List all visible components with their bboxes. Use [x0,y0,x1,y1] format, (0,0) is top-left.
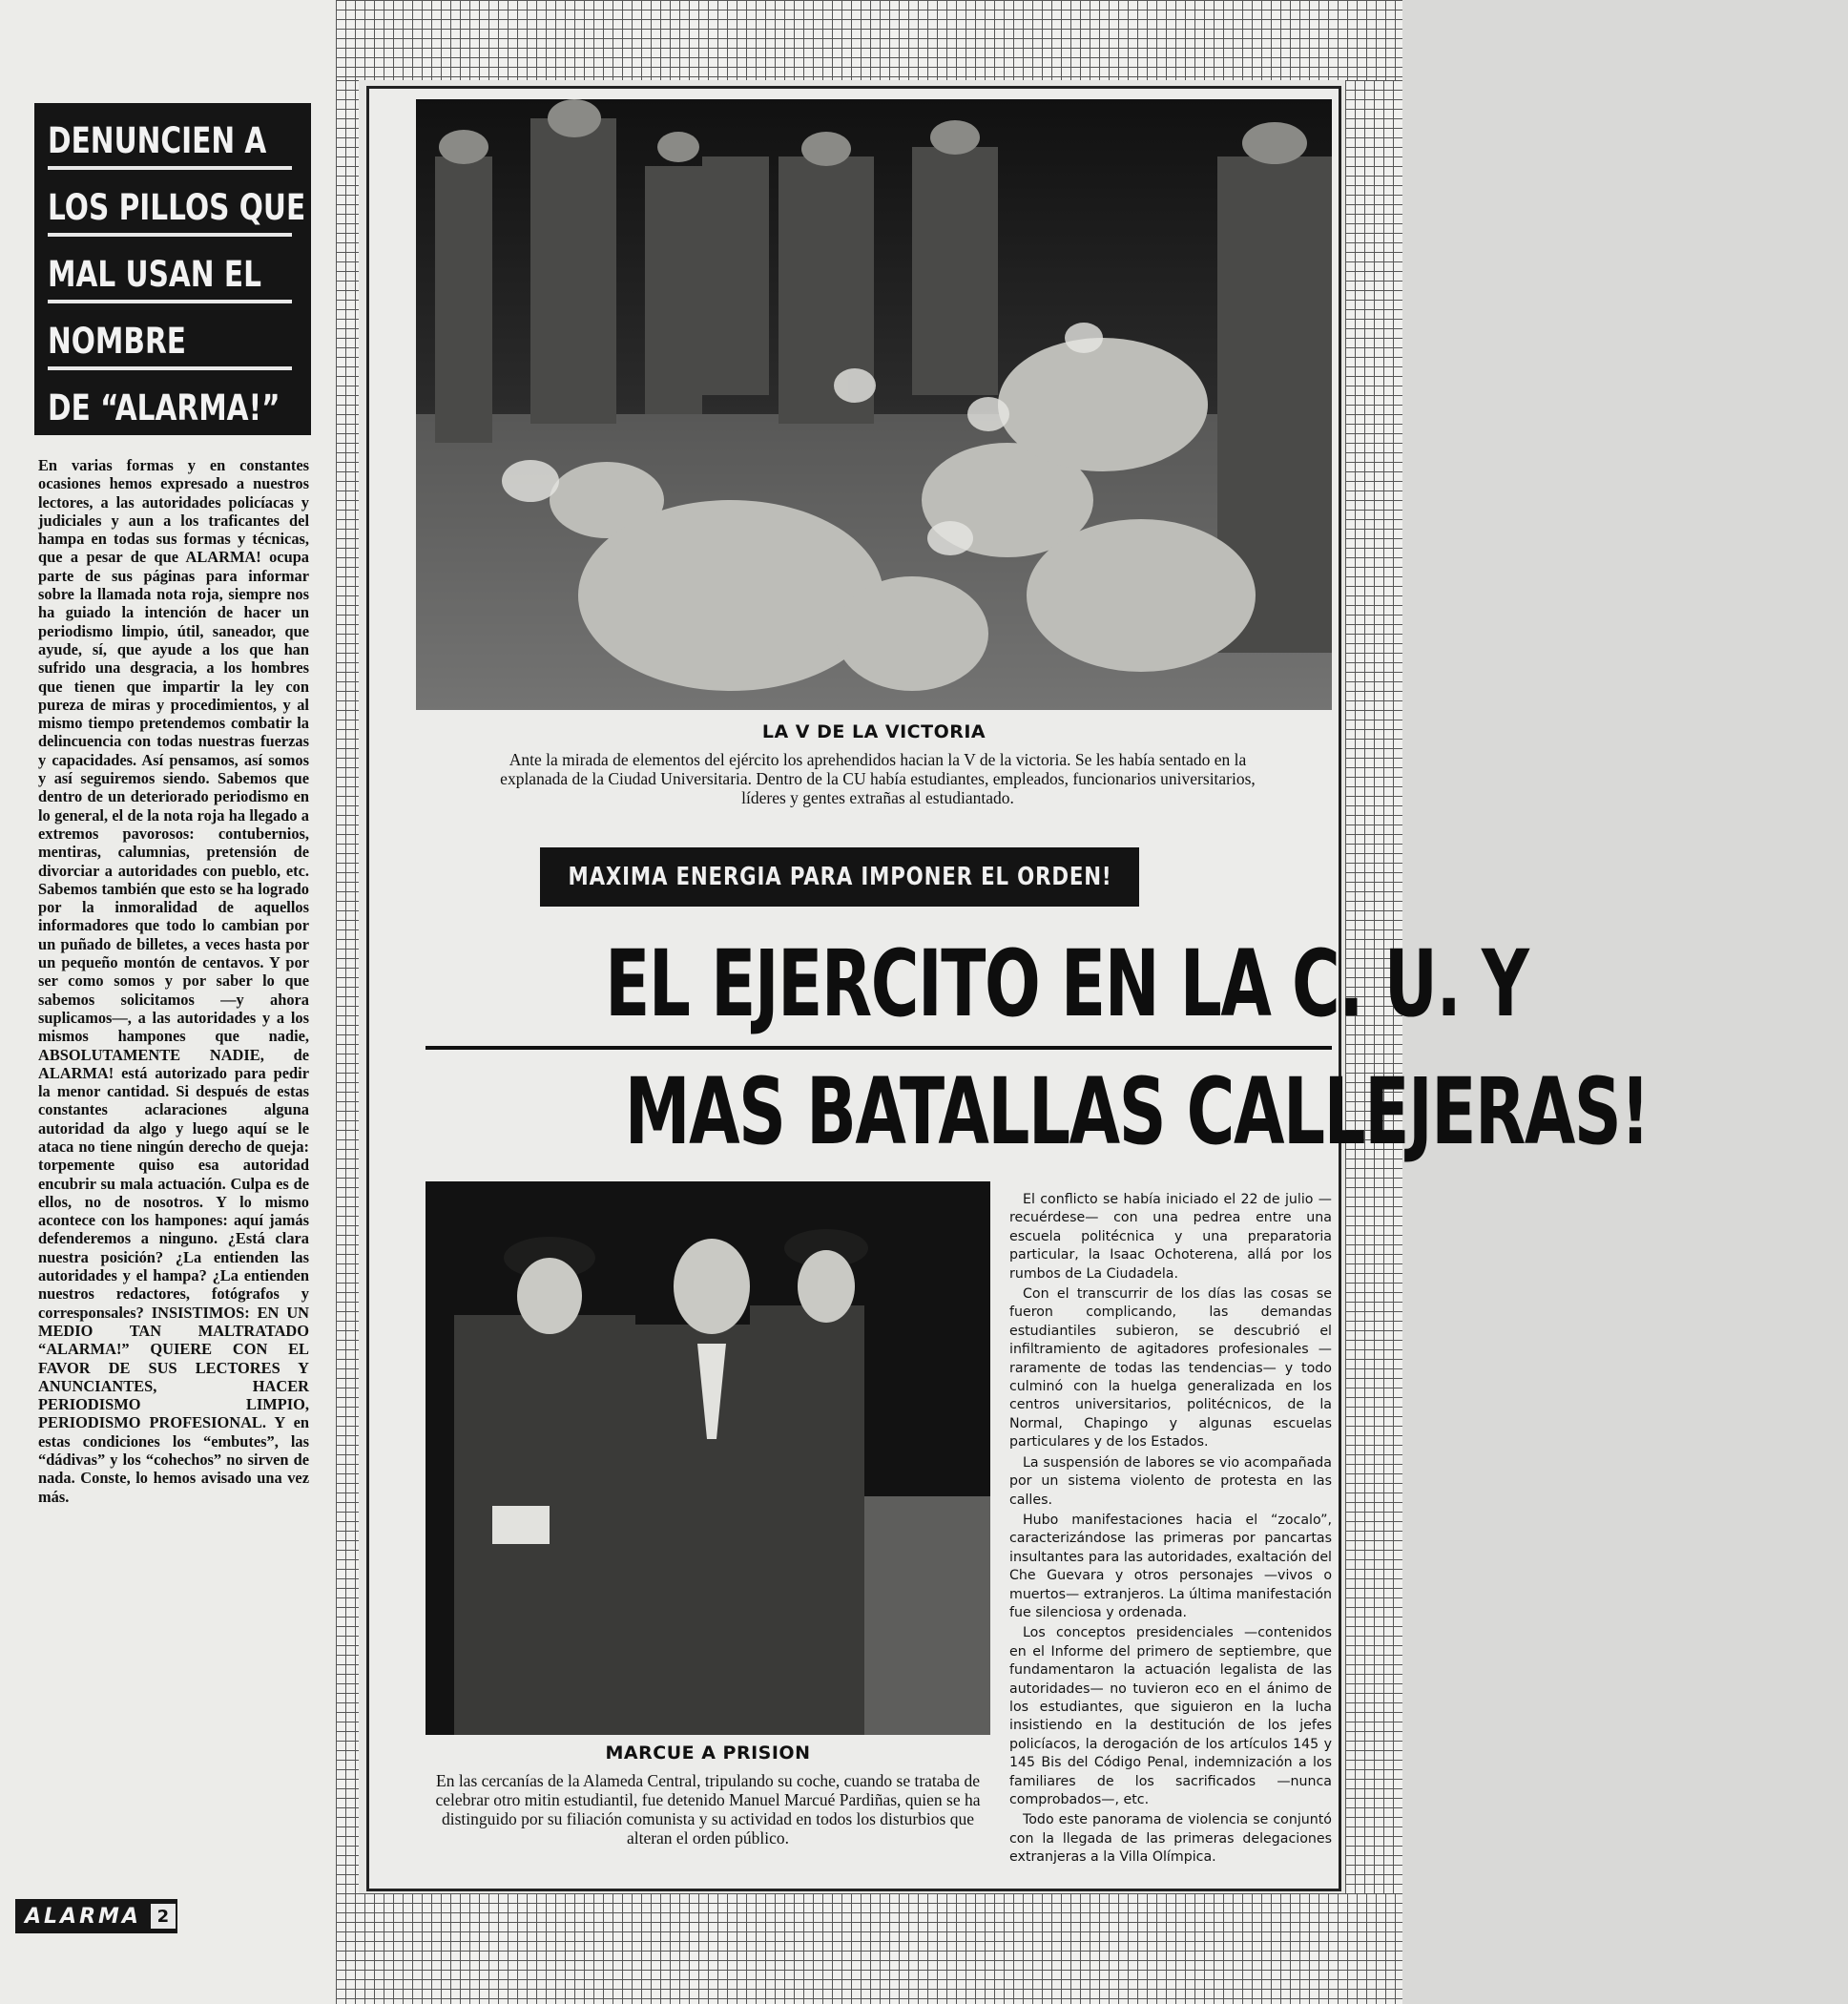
editorial-headline-line: DENUNCIEN A [48,116,292,170]
editorial-headline-line: DE “ALARMA!” [48,387,280,428]
top-photo-caption-title: LA V DE LA VICTORIA [761,721,986,742]
footer-logo-text: ALARMA [25,1904,141,1929]
photo-soldiers-students [416,99,1332,710]
photo-arrest [426,1181,990,1735]
top-photo-caption-text: Ante la mirada de elementos del ejército los aprehendidos hacian la V de la victoria. Se les había sentado en la explanada de la Ciudad Universitaria. Dentro de la CU había estudiantes, empleados, funcionarios universitarios, líderes y gentes extrañas al estudiantado. [500,750,1256,807]
section-banner-text: MAXIMA ENERGIA PARA IMPONER EL ORDEN! [568,863,1111,891]
editorial-headline-box [34,103,311,435]
article-paragraph: Todo este panorama de violencia se conjuntó con la llegada de las primeras delegaciones extranjeras a la Villa Olímpica. [1009,1812,1332,1866]
bottom-photo-caption-text: En las cercanías de la Alameda Central, tripulando su coche, cuando se trataba de celebrar otro mitin estudiantil, fue detenido Manuel Marcué Pardiñas, quien se ha distinguido por su filiación comunista y su actividad en todos los disturbios que alteran el orden público. [435,1771,981,1847]
left-column [0,0,336,2004]
article-paragraph: El conflicto se había iniciado el 22 de julio —recuérdese— con una pedrea entre una escuela politécnica y una preparatoria particular, la Isaac Ochoterena, allá por los rumbos de La Ciudadela. [1009,1192,1332,1282]
page-number: 2 [151,1904,176,1929]
headline-divider [426,1046,1332,1050]
main-headline-line-2 [426,1058,1650,1165]
editorial-headline-line: NOMBRE [48,317,292,370]
editorial-headline-line: MAL USAN EL [48,250,292,303]
grid-border-top [336,0,1402,80]
article-paragraph: Con el transcurrir de los días las cosas se fueron complicando, las demandas estudiantiles subieron, se descubrió el infiltramiento de agitadores profesionales —raramente de todas las tendencias— y todo culminó con la huelga generalizada en los centros universitarios, politécnicos, de la Normal, Chapingo y algunas escuelas particulares y de los Estados. [1009,1286,1332,1451]
editorial-headline-line: LOS PILLOS QUE [48,183,292,237]
editorial-body-text: En varias formas y en constantes ocasiones hemos expresado a nuestros lectores, a las autoridades policíacas y judiciales y aun a los traficantes del hampa en todas sus formas y técnicas, que a pesar de que ALARMA! ocupa parte de sus páginas para informar sobre la llamada nota roja, siempre nos ha guiado la intención de hacer un periodismo limpio, útil, saneador, que ayude, sí, que ayude a los que han sufrido una desgracia, a los hombres que tienen que impartir la ley con pureza de miras y procedimientos, y al mismo tiempo pretendemos combatir la delincuencia con todas nuestras fuerzas y capacidades. Así pensamos, así somos y así seguiremos siendo. Sabemos que dentro de un deteriorado periodismo en lo general, el de la nota roja ha llegado a extremos pavorosos: contubernios, mentiras, calumnias, pretensión de divorciar a autoridades con pueblo, etc. Sabemos también que esto se ha logrado por la inmoralidad de aquellos informadores que todo lo cambian por un puñado de billetes, a veces hasta por un pequeño montón de centavos. Y por ser como somos y por saber lo que sabemos solicitamos —y ahora suplicamos—, a las autoridades y a los mismos hampones que nadie, ABSOLUTAMENTE NADIE, de ALARMA! está autorizado para pedir la menor cantidad. Si después de estas constantes aclaraciones alguna autoridad da algo y luego aquí se le ataca no tiene ningún derecho de queja: torpemente quiso esa autoridad encubrir su mala actuación. Culpa es de ellos, no de nosotros. Y lo mismo acontece con los hampones: aquí jamás defenderemos a ninguno. ¿Está clara nuestra posición? ¿La entienden las autoridades y el hampa? ¿La entienden nuestros redactores, fotógrafos y corresponsales? INSISTIMOS: EN UN MEDIO TAN MALTRATADO “ALARMA!” QUIERE CON EL FAVOR DE SUS LECTORES Y ANUNCIANTES, HACER PERIODISMO LIMPIO, PERIODISMO PROFESIONAL. Y en estas condiciones los “embutes”, las “dádivas” y los “cohechos” no sirven de nada. Conste, lo hemos avisado una vez más. [38,456,309,1506]
photo-arrest-image [426,1181,990,1735]
article-paragraph: La suspensión de labores se vio acompañada por un sistema violento de protesta en las calles. [1009,1454,1332,1508]
photo-soldiers-students-image [416,99,1332,710]
grid-border-bottom [336,1893,1402,2004]
section-banner [540,847,1139,907]
article-paragraph: Los conceptos presidenciales —contenidos en el Informe del primero de septiembre, que fundamentaron la actuación legalista de las autoridades— no tuvieron eco en el ánimo de los estudiantes, que siguieron en la lucha insistiendo en la destitución de los jefes policíacos, la derogación de los artículos 145 y 145 Bis del Código Penal, indemnización a los familiares de los sacrificados —nunca comprobados—, etc. [1009,1625,1332,1807]
footer-logo [15,1899,177,1933]
bottom-photo-caption-title: MARCUE A PRISION [605,1743,811,1764]
main-headline-text-1: EL EJERCITO EN LA C. U. Y [605,930,1528,1037]
main-headline-line-1 [426,930,1528,1037]
grid-border-left [336,80,359,1893]
article-body [1009,1191,1332,1869]
main-headline-text-2: MAS BATALLAS CALLEJERAS! [624,1058,1650,1165]
article-paragraph: Hubo manifestaciones hacia el “zocalo”, caracterizándose las primeras por pancartas insultantes para las autoridades, exaltación del Che Guevara y otros personajes —vivos o muertos— extranjeros. La última manifestación fue silenciosa y ordenada. [1009,1512,1332,1620]
